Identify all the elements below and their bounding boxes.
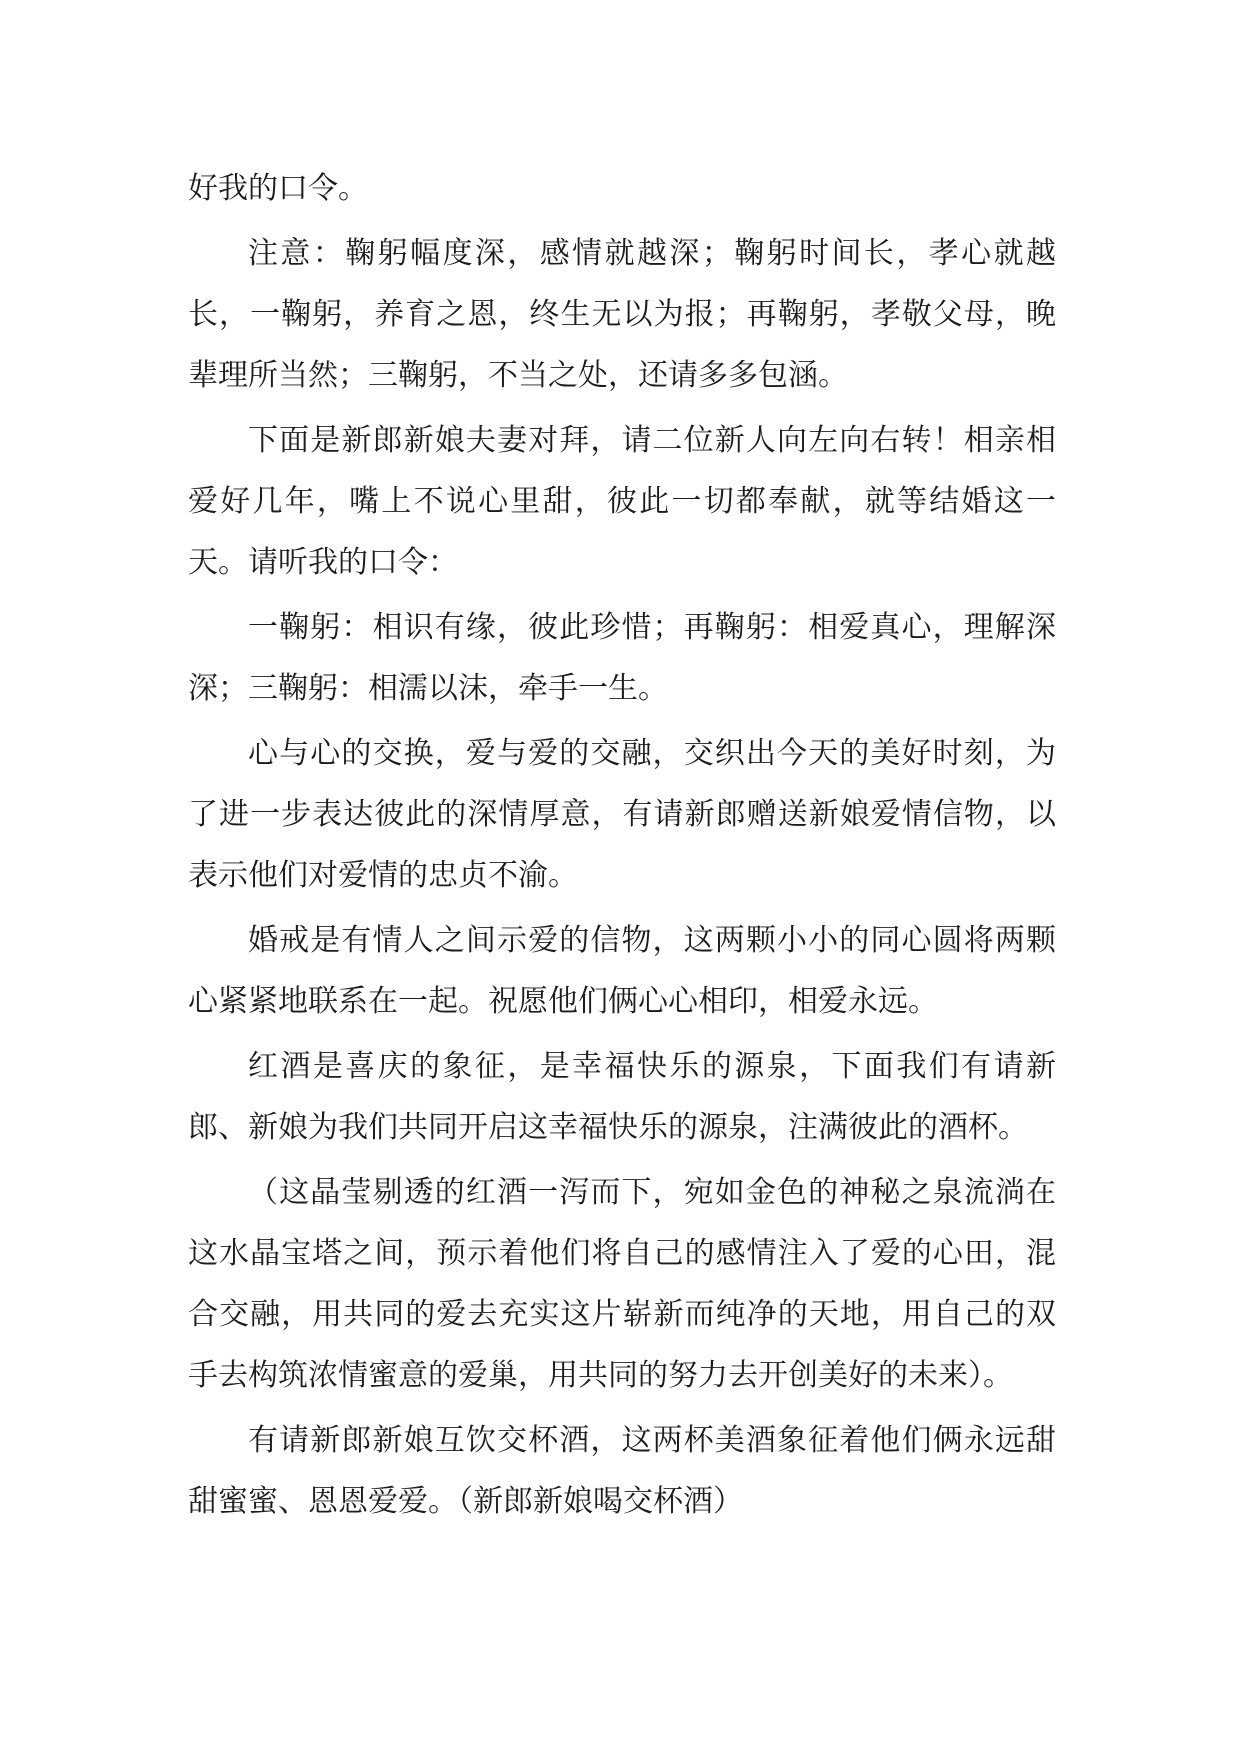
paragraph: 注意：鞠躬幅度深，感情就越深；鞠躬时间长，孝心就越长，一鞠躬，养育之恩，终生无以为报；再鞠躬，孝敬父母，晚辈理所当然；三鞠躬，不当之处，还请多多包涵。	[188, 236, 1056, 393]
paragraph: 心与心的交换，爱与爱的交融，交织出今天的美好时刻，为了进一步表达彼此的深情厚意，有请新郎赠送新娘爱情信物，以表示他们对爱情的忠贞不渝。	[188, 736, 1056, 893]
paragraph: 红酒是喜庆的象征，是幸福快乐的源泉，下面我们有请新郎、新娘为我们共同开启这幸福快乐的源泉，注满彼此的酒杯。	[188, 1049, 1056, 1145]
paragraph: 有请新郎新娘互饮交杯酒，这两杯美酒象征着他们俩永远甜甜蜜蜜、恩恩爱爱。（新郎新娘喝交杯酒）	[188, 1423, 1056, 1519]
paragraph: 好我的口令。	[188, 171, 368, 206]
paragraph: （这晶莹剔透的红酒一泻而下，宛如金色的神秘之泉流淌在这水晶宝塔之间，预示着他们将自己的感情注入了爱的心田，混合交融，用共同的爱去充实这片崭新而纯净的天地，用自己的双手去构筑浓情蜜意的爱巢，用共同的努力去开创美好的未来）。	[188, 1175, 1056, 1393]
paragraph: 一鞠躬：相识有缘，彼此珍惜；再鞠躬：相爱真心，理解深深；三鞠躬：相濡以沫，牵手一生。	[188, 610, 1056, 706]
document-body	[188, 158, 1056, 1536]
paragraph: 下面是新郎新娘夫妻对拜，请二位新人向左向右转！相亲相爱好几年，嘴上不说心里甜，彼此一切都奉献，就等结婚这一天。请听我的口令：	[188, 423, 1056, 580]
paragraph: 婚戒是有情人之间示爱的信物，这两颗小小的同心圆将两颗心紧紧地联系在一起。祝愿他们俩心心相印，相爱永远。	[188, 923, 1056, 1019]
